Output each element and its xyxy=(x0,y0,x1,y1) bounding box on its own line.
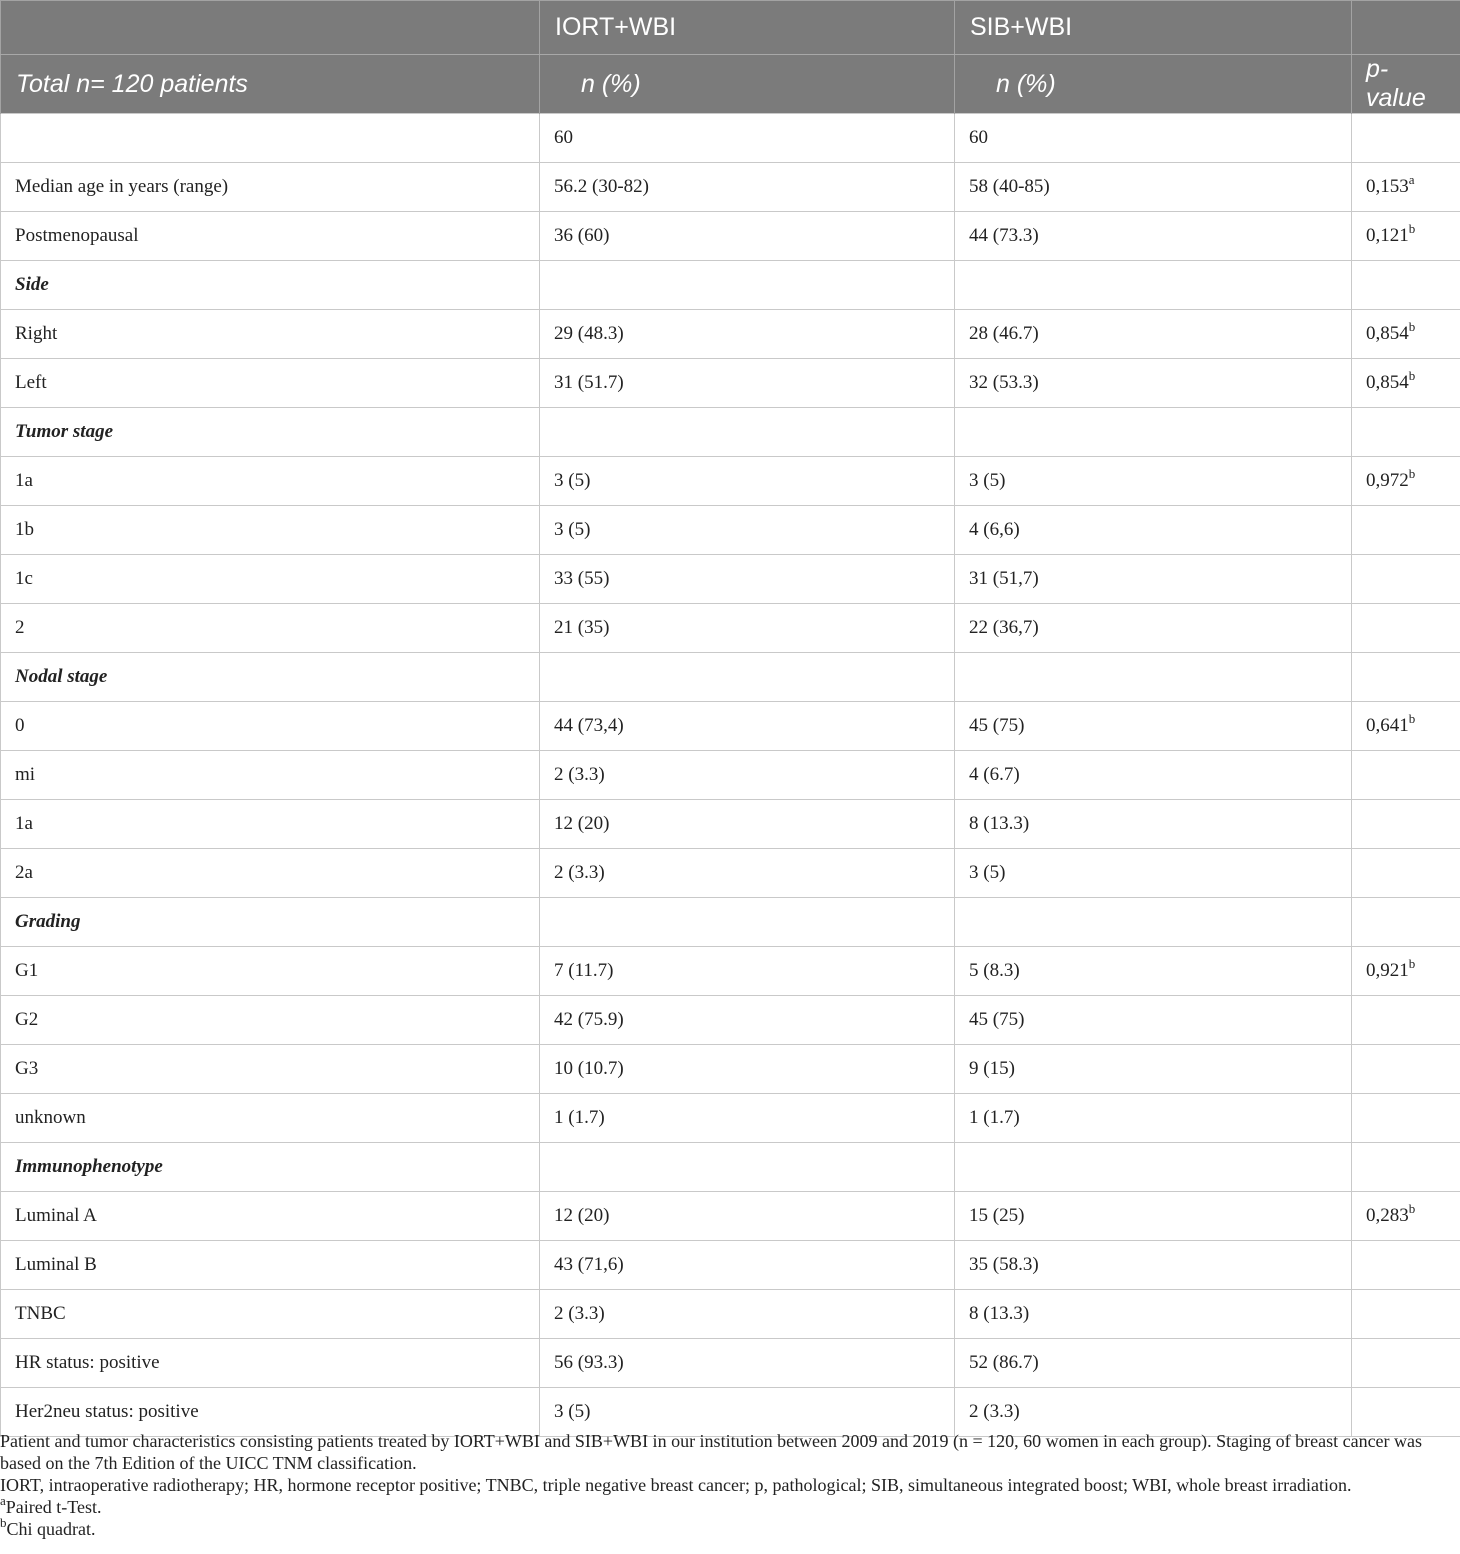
table-row xyxy=(1,604,1460,653)
p-value-cell xyxy=(1352,800,1460,849)
sib-wbi-value: 4 (6.7) xyxy=(955,751,1352,800)
p-value-footnote-mark: b xyxy=(1408,956,1416,971)
section-label: Immunophenotype xyxy=(1,1143,540,1192)
iort-wbi-value: 33 (55) xyxy=(540,555,955,604)
p-value: 0,972 xyxy=(1366,470,1409,491)
sib-wbi-value: 45 (75) xyxy=(955,702,1352,751)
p-value-cell xyxy=(1352,506,1460,555)
sib-wbi-value: 8 (13.3) xyxy=(955,800,1352,849)
p-value: 0,921 xyxy=(1366,960,1409,981)
p-value: 0,854 xyxy=(1366,372,1409,393)
header-group2-subheader: n (%) xyxy=(955,55,1352,114)
sib-wbi-value: 45 (75) xyxy=(955,996,1352,1045)
table-row xyxy=(1,359,1460,408)
row-label: mi xyxy=(1,751,540,800)
abbreviations-note: IORT, intraoperative radiotherapy; HR, hormone receptor positive; TNBC, triple negative breast cancer; p, pathological; SIB, simultaneous integrated boost; WBI, whole breast irradiation. xyxy=(0,1475,1352,1495)
table-row xyxy=(1,800,1460,849)
p-value-cell xyxy=(1352,1241,1460,1290)
p-value-footnote-mark: b xyxy=(1408,368,1416,383)
p-value-footnote-mark: b xyxy=(1408,221,1416,236)
row-label: 0 xyxy=(1,702,540,751)
p-value-cell xyxy=(1352,1290,1460,1339)
p-value-cell xyxy=(1352,212,1460,261)
table-row xyxy=(1,751,1460,800)
p-value: 0,121 xyxy=(1366,225,1409,246)
p-value-cell xyxy=(1352,1192,1460,1241)
table-row xyxy=(1,1290,1460,1339)
sib-wbi-value: 35 (58.3) xyxy=(955,1241,1352,1290)
table-row xyxy=(1,506,1460,555)
row-label: 1a xyxy=(1,457,540,506)
p-value: 0,641 xyxy=(1366,715,1409,736)
sib-wbi-value: 28 (46.7) xyxy=(955,310,1352,359)
iort-wbi-value: 44 (73,4) xyxy=(540,702,955,751)
row-label: 1c xyxy=(1,555,540,604)
sib-wbi-value: 15 (25) xyxy=(955,1192,1352,1241)
iort-wbi-value: 10 (10.7) xyxy=(540,1045,955,1094)
p-value-footnote-mark: b xyxy=(1408,466,1416,481)
table-footnotes xyxy=(0,1430,1460,1540)
iort-wbi-value: 1 (1.7) xyxy=(540,1094,955,1143)
table-caption: Patient and tumor characteristics consisting patients treated by IORT+WBI and SIB+WBI in our institution between 2009 and 2019 (n = 120, 60 women in each group). Staging of breast cancer was based on the 7th Edition of the UICC TNM classification. xyxy=(0,1431,1423,1473)
iort-wbi-value: 2 (3.3) xyxy=(540,849,955,898)
footnote-a-text: Paired t-Test. xyxy=(5,1497,102,1517)
sib-wbi-value: 31 (51,7) xyxy=(955,555,1352,604)
p-value-cell xyxy=(1352,996,1460,1045)
row-label: Median age in years (range) xyxy=(1,163,540,212)
footnote-b xyxy=(0,1515,1460,1540)
sib-wbi-value: 4 (6,6) xyxy=(955,506,1352,555)
iort-wbi-value: 43 (71,6) xyxy=(540,1241,955,1290)
p-value-cell xyxy=(1352,1045,1460,1094)
table-row xyxy=(1,310,1460,359)
p-value-cell xyxy=(1352,114,1460,163)
iort-wbi-value: 56.2 (30-82) xyxy=(540,163,955,212)
iort-wbi-value: 12 (20) xyxy=(540,800,955,849)
sib-wbi-value: 3 (5) xyxy=(955,457,1352,506)
table-row xyxy=(1,114,1460,163)
p-value-cell xyxy=(1352,898,1460,947)
iort-wbi-value: 3 (5) xyxy=(540,457,955,506)
row-label: G1 xyxy=(1,947,540,996)
sib-wbi-value: 8 (13.3) xyxy=(955,1290,1352,1339)
iort-wbi-value: 31 (51.7) xyxy=(540,359,955,408)
table-row xyxy=(1,1339,1460,1388)
table-body xyxy=(1,114,1460,1437)
table-row xyxy=(1,457,1460,506)
section-label: Tumor stage xyxy=(1,408,540,457)
sib-wbi-value: 44 (73.3) xyxy=(955,212,1352,261)
footnote-b-mark: b xyxy=(0,1515,7,1530)
iort-wbi-value xyxy=(540,653,955,702)
iort-wbi-value: 3 (5) xyxy=(540,1388,955,1437)
sib-wbi-value: 22 (36,7) xyxy=(955,604,1352,653)
table-row xyxy=(1,1094,1460,1143)
table-row xyxy=(1,555,1460,604)
p-value-footnote-mark: a xyxy=(1408,172,1415,187)
section-label: Grading xyxy=(1,898,540,947)
sib-wbi-value xyxy=(955,408,1352,457)
p-value-cell xyxy=(1352,653,1460,702)
header-group2: SIB+WBI xyxy=(955,1,1352,55)
sib-wbi-value: 3 (5) xyxy=(955,849,1352,898)
row-label: 1a xyxy=(1,800,540,849)
p-value-cell xyxy=(1352,751,1460,800)
row-label: G3 xyxy=(1,1045,540,1094)
header-empty-cell xyxy=(1,1,540,55)
sib-wbi-value: 60 xyxy=(955,114,1352,163)
p-value-cell xyxy=(1352,1339,1460,1388)
p-value: 0,283 xyxy=(1366,1205,1409,1226)
p-value-cell xyxy=(1352,408,1460,457)
header-row-groups xyxy=(1,1,1460,55)
iort-wbi-value: 42 (75.9) xyxy=(540,996,955,1045)
table-row xyxy=(1,996,1460,1045)
row-label: G2 xyxy=(1,996,540,1045)
iort-wbi-value xyxy=(540,261,955,310)
row-label: Right xyxy=(1,310,540,359)
row-label: 2 xyxy=(1,604,540,653)
p-value: 0,153 xyxy=(1366,176,1409,197)
p-value-cell xyxy=(1352,947,1460,996)
section-label: Side xyxy=(1,261,540,310)
row-label: Luminal B xyxy=(1,1241,540,1290)
section-label: Nodal stage xyxy=(1,653,540,702)
table-row xyxy=(1,702,1460,751)
iort-wbi-value xyxy=(540,898,955,947)
section-row xyxy=(1,408,1460,457)
p-value: 0,854 xyxy=(1366,323,1409,344)
p-value-cell xyxy=(1352,359,1460,408)
table-row xyxy=(1,163,1460,212)
p-value-cell xyxy=(1352,1094,1460,1143)
p-value-cell xyxy=(1352,1143,1460,1192)
iort-wbi-value: 29 (48.3) xyxy=(540,310,955,359)
header-row-columns xyxy=(1,55,1460,114)
table-row xyxy=(1,212,1460,261)
row-label: unknown xyxy=(1,1094,540,1143)
row-label: Luminal A xyxy=(1,1192,540,1241)
sib-wbi-value xyxy=(955,653,1352,702)
sib-wbi-value xyxy=(955,1143,1352,1192)
p-value-footnote-mark: b xyxy=(1408,1201,1416,1216)
iort-wbi-value: 21 (35) xyxy=(540,604,955,653)
sib-wbi-value: 32 (53.3) xyxy=(955,359,1352,408)
sib-wbi-value: 58 (40-85) xyxy=(955,163,1352,212)
header-empty-cell xyxy=(1352,1,1460,55)
row-label: HR status: positive xyxy=(1,1339,540,1388)
header-pvalue: p-value xyxy=(1352,55,1460,114)
p-value-cell xyxy=(1352,702,1460,751)
p-value-cell xyxy=(1352,849,1460,898)
sib-wbi-value: 9 (15) xyxy=(955,1045,1352,1094)
sib-wbi-value xyxy=(955,261,1352,310)
table-row xyxy=(1,849,1460,898)
footnote-a xyxy=(0,1493,1460,1518)
section-row xyxy=(1,653,1460,702)
sib-wbi-value: 5 (8.3) xyxy=(955,947,1352,996)
p-value-cell xyxy=(1352,261,1460,310)
table-row xyxy=(1,1192,1460,1241)
row-label: 1b xyxy=(1,506,540,555)
iort-wbi-value: 36 (60) xyxy=(540,212,955,261)
header-group1: IORT+WBI xyxy=(540,1,955,55)
row-label: TNBC xyxy=(1,1290,540,1339)
row-label: 2a xyxy=(1,849,540,898)
sib-wbi-value: 52 (86.7) xyxy=(955,1339,1352,1388)
p-value-footnote-mark: b xyxy=(1408,319,1416,334)
table-header xyxy=(1,1,1460,114)
footnote-a-mark: a xyxy=(0,1493,6,1508)
iort-wbi-value xyxy=(540,408,955,457)
header-group1-subheader: n (%) xyxy=(540,55,955,114)
iort-wbi-value: 7 (11.7) xyxy=(540,947,955,996)
iort-wbi-value: 56 (93.3) xyxy=(540,1339,955,1388)
row-label: Left xyxy=(1,359,540,408)
row-label: Her2neu status: positive xyxy=(1,1388,540,1437)
table-row xyxy=(1,1241,1460,1290)
table-row xyxy=(1,1045,1460,1094)
p-value-cell xyxy=(1352,310,1460,359)
p-value-cell xyxy=(1352,163,1460,212)
p-value-footnote-mark: b xyxy=(1408,711,1416,726)
header-title: Total n= 120 patients xyxy=(1,55,540,114)
sib-wbi-value: 2 (3.3) xyxy=(955,1388,1352,1437)
p-value-cell xyxy=(1352,457,1460,506)
sib-wbi-value xyxy=(955,898,1352,947)
section-row xyxy=(1,1143,1460,1192)
iort-wbi-value xyxy=(540,1143,955,1192)
footnote-b-text: Chi quadrat. xyxy=(6,1519,96,1539)
iort-wbi-value: 12 (20) xyxy=(540,1192,955,1241)
iort-wbi-value: 2 (3.3) xyxy=(540,751,955,800)
section-row xyxy=(1,898,1460,947)
iort-wbi-value: 60 xyxy=(540,114,955,163)
section-row xyxy=(1,261,1460,310)
table-row xyxy=(1,947,1460,996)
row-label xyxy=(1,114,540,163)
p-value-cell xyxy=(1352,555,1460,604)
sib-wbi-value: 1 (1.7) xyxy=(955,1094,1352,1143)
iort-wbi-value: 3 (5) xyxy=(540,506,955,555)
p-value-cell xyxy=(1352,604,1460,653)
iort-wbi-value: 2 (3.3) xyxy=(540,1290,955,1339)
row-label: Postmenopausal xyxy=(1,212,540,261)
